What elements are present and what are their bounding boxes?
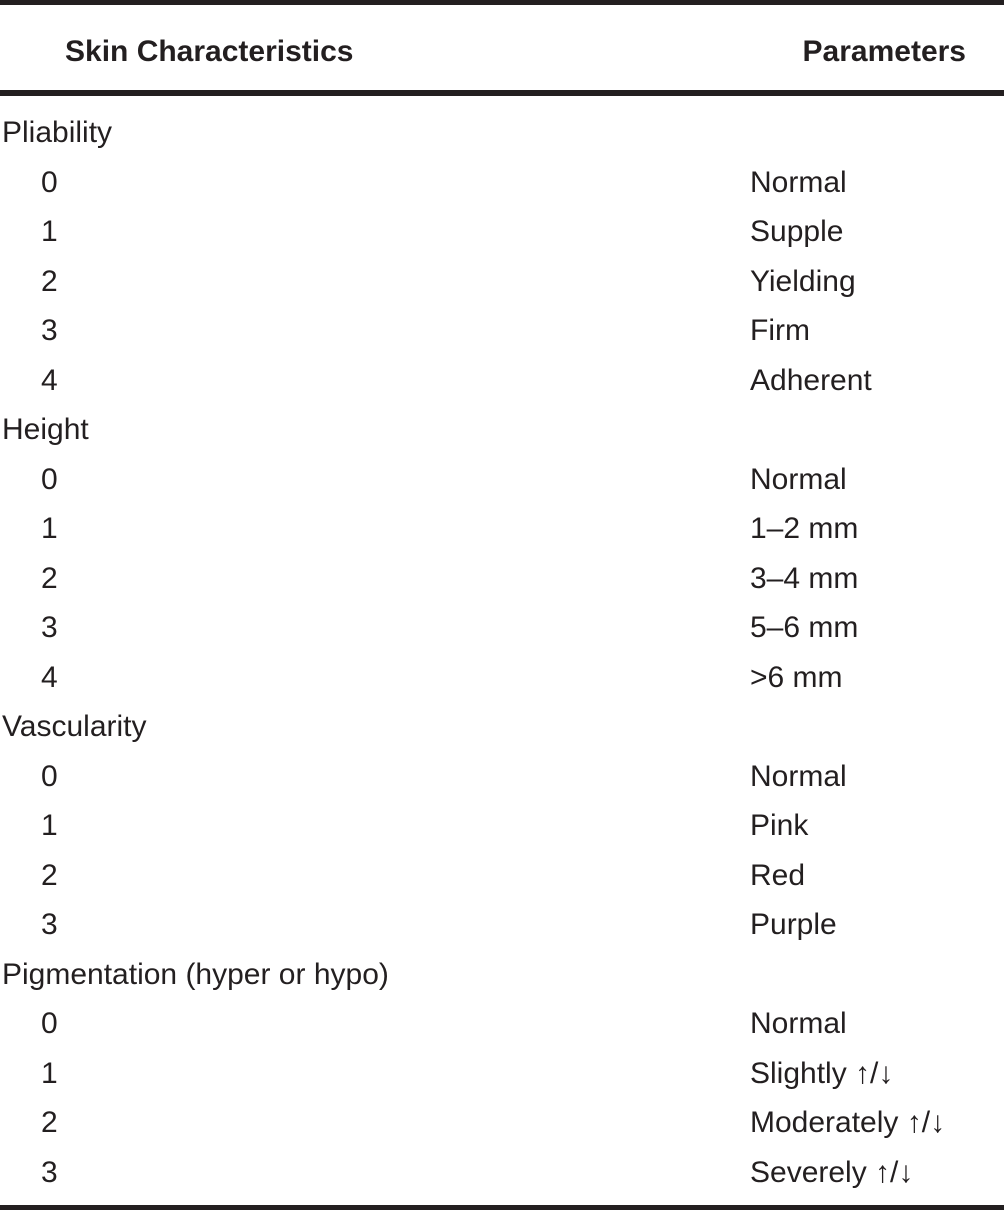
score-cell: 0 [41, 165, 58, 199]
score-cell: 1 [41, 512, 58, 545]
parameter-cell: Red [750, 858, 806, 892]
table-row [0, 1148, 1004, 1198]
parameter-cell: Severely ↑/↓ [750, 1155, 914, 1189]
score-cell: 1 [41, 215, 58, 248]
parameter-cell: Normal [750, 1007, 847, 1040]
parameter-cell: Adherent [750, 363, 872, 397]
parameter-cell: 5–6 mm [750, 611, 859, 644]
parameter-cell: Yielding [750, 264, 856, 298]
table-row [0, 1098, 1004, 1148]
table-row [0, 554, 1004, 604]
score-cell: 1 [41, 809, 58, 842]
table-row [0, 356, 1004, 406]
table-row [0, 752, 1004, 802]
table-row [0, 801, 1004, 851]
table-top-rule [0, 0, 1004, 5]
header-rule [0, 90, 1004, 96]
parameter-cell: Normal [750, 759, 847, 793]
score-cell: 0 [41, 1007, 58, 1040]
section-title: Pliability [2, 116, 113, 149]
parameter-cell: Slightly ↑/↓ [750, 1056, 894, 1090]
score-cell: 1 [41, 1056, 58, 1090]
parameter-cell: 1–2 mm [750, 512, 859, 545]
table-row [0, 504, 1004, 554]
table-row [0, 900, 1004, 950]
table-row [0, 455, 1004, 505]
section-title: Vascularity [2, 710, 147, 743]
table-row [0, 1049, 1004, 1099]
parameter-cell: Purple [750, 908, 837, 941]
score-cell: 4 [41, 660, 58, 694]
table-body [0, 108, 1004, 1197]
score-cell: 4 [41, 363, 58, 397]
score-cell: 0 [41, 462, 58, 496]
score-cell: 3 [41, 314, 58, 347]
parameter-cell: Supple [750, 215, 844, 248]
parameter-cell: >6 mm [750, 660, 843, 694]
parameter-cell: Moderately ↑/↓ [750, 1106, 946, 1139]
table-row [0, 158, 1004, 208]
score-cell: 0 [41, 759, 58, 793]
table-row [0, 603, 1004, 653]
column-header-parameters: Parameters [802, 35, 966, 68]
parameter-cell: Normal [750, 462, 847, 496]
score-cell: 3 [41, 1155, 58, 1189]
table-row [0, 999, 1004, 1049]
table-row [0, 653, 1004, 703]
parameter-cell: 3–4 mm [750, 561, 859, 595]
score-cell: 2 [41, 858, 58, 892]
table-row [0, 207, 1004, 257]
section-title: Height [2, 413, 89, 446]
section-title: Pigmentation (hyper or hypo) [2, 957, 389, 991]
parameter-cell: Firm [750, 314, 810, 347]
table-row [0, 257, 1004, 307]
parameter-cell: Pink [750, 809, 809, 842]
score-cell: 2 [41, 1106, 58, 1139]
column-header-skin-characteristics: Skin Characteristics [65, 35, 354, 68]
parameter-cell: Normal [750, 165, 847, 199]
score-cell: 2 [41, 561, 58, 595]
table-bottom-rule [0, 1205, 1004, 1210]
table-row [0, 851, 1004, 901]
score-cell: 3 [41, 908, 58, 941]
table-row [0, 306, 1004, 356]
score-cell: 3 [41, 611, 58, 644]
score-cell: 2 [41, 264, 58, 298]
